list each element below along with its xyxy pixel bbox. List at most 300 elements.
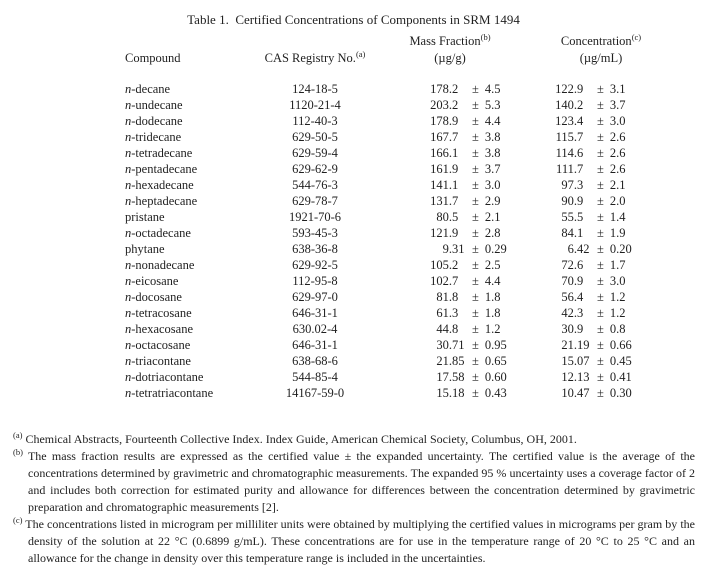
value-integer: 55. [561,210,577,224]
value-fraction: 3 [577,178,584,192]
value-integer: 166. [430,146,452,160]
plus-minus-sign: ± [597,290,604,304]
value-fraction: 9 [577,274,584,288]
uncertainty-fraction: 41 [619,370,632,384]
uncertainty-integer: 1. [609,290,620,304]
table-row [125,242,677,258]
concentration-value [525,258,677,274]
concentration-value [525,290,677,306]
compound-prefix: n [125,338,132,352]
plus-minus-sign: ± [597,178,604,192]
uncertainty-integer: 3. [484,162,495,176]
footnote-a: $^{(a)}$ Chemical Abstracts, Fourteenth Collective Index. Index Guide, American Chemical Society, Columbus, OH, 2001. [13,430,577,446]
value-integer: 70. [561,274,577,288]
uncertainty-fraction: 9 [619,226,626,240]
concentration-value [525,274,677,290]
value-fraction: 19 [577,338,590,352]
table-row [125,130,677,146]
mass-fraction-value [375,114,525,130]
compound-name: n-eicosane [125,274,179,288]
value-integer: 15. [436,386,452,400]
value-fraction: 58 [452,370,465,384]
table-row [125,386,677,402]
table-row [125,114,677,130]
value-integer: 123. [555,114,577,128]
uncertainty-integer: 1. [609,226,620,240]
footnote-marker: (c) [13,515,23,525]
compound-name: n-triacontane [125,354,191,368]
plus-minus-sign: ± [597,210,604,224]
plus-minus-sign: ± [472,98,479,112]
plus-minus-sign: ± [597,82,604,96]
table-row [125,98,677,114]
uncertainty-fraction: 1 [619,178,626,192]
cas-number: 544-85-4 [292,370,338,384]
value-fraction: 3 [452,306,459,320]
uncertainty-fraction: 5 [494,258,501,272]
compound-prefix: n [125,194,132,208]
compound-name: n-tetradecane [125,146,193,160]
value-fraction: 47 [577,386,590,400]
value-integer: 111. [556,162,577,176]
mass-fraction-value [375,370,525,386]
concentration-footnote-ref: (c) [631,31,642,42]
value-integer: 44. [436,322,452,336]
uncertainty-fraction: 7 [619,98,626,112]
value-fraction: 7 [452,274,459,288]
table-row [125,178,677,194]
value-integer: 97. [561,178,577,192]
value-fraction: 6 [577,258,584,272]
uncertainty-integer: 2. [609,178,620,192]
compound-name: pristane [125,210,165,224]
concentration-label: Concentration [560,34,632,48]
uncertainty-fraction: 0 [494,178,501,192]
value-fraction: 4 [577,114,584,128]
concentration-value [525,162,677,178]
header-gap-cell [125,68,677,82]
cas-number: 629-97-0 [292,290,338,304]
value-integer: 56. [561,290,577,304]
plus-minus-sign: ± [597,258,604,272]
cas-number: 629-78-7 [292,194,338,208]
value-fraction: 7 [452,130,459,144]
footnote-c: $^{(c)}$ The concentrations listed in microgram per milliliter units were obtained by multiplying the certified values in micrograms per gram by the density of the solution at 22 °C (0.6899 g/mL). These concentrations are for use in the temperature range of 20 °C to 25 °C and an allowance for the change in density over this temperature range is included in the uncertainties. [13,515,695,565]
uncertainty-integer: 1. [609,258,620,272]
value-fraction: 9 [452,114,459,128]
table-row [125,82,677,98]
value-fraction: 5 [577,210,584,224]
compound-prefix: n [125,354,132,368]
header-row-labels [125,34,677,51]
concentration-value [525,226,677,242]
plus-minus-sign: ± [472,322,479,336]
compound-prefix: n [125,370,132,384]
table-header [125,31,677,82]
plus-minus-sign: ± [472,354,479,368]
value-fraction: 9 [577,322,584,336]
col-header-compound: Compound [125,51,181,65]
mass-fraction-value [375,386,525,402]
value-fraction: 1 [452,146,459,160]
col-header-conc-unit: (µg/mL) [579,51,623,65]
compound-name: n-nonadecane [125,258,195,272]
table-row [125,306,677,322]
uncertainty-fraction: 3 [494,98,501,112]
plus-minus-sign: ± [472,242,479,256]
plus-minus-sign: ± [472,130,479,144]
table-row [125,210,677,226]
table-row [125,370,677,386]
compound-prefix: n [125,386,132,400]
mass-fraction-value [375,210,525,226]
compound-prefix: n [125,274,132,288]
compound-name: n-decane [125,82,171,96]
uncertainty-fraction: 6 [619,162,626,176]
mass-fraction-value [375,162,525,178]
concentration-value [525,322,677,338]
plus-minus-sign: ± [597,354,604,368]
uncertainty-fraction: 2 [619,290,626,304]
plus-minus-sign: ± [472,258,479,272]
compound-name: n-dodecane [125,114,183,128]
plus-minus-sign: ± [472,162,479,176]
uncertainty-integer: 3. [609,114,620,128]
compound-prefix: n [125,306,132,320]
concentration-value [525,242,677,258]
value-fraction: 7 [577,162,584,176]
cas-number: 646-31-1 [292,306,338,320]
uncertainty-fraction: 4 [494,114,501,128]
uncertainty-fraction: 60 [494,370,507,384]
table-title: Table 1. Certified Concentrations of Components in SRM 1494 [187,12,520,27]
uncertainty-integer: 2. [609,162,620,176]
plus-minus-sign: ± [597,386,604,400]
uncertainty-fraction: 43 [494,386,507,400]
uncertainty-integer: 3. [484,146,495,160]
concentration-value [525,354,677,370]
plus-minus-sign: ± [597,370,604,384]
table-row [125,194,677,210]
uncertainty-integer: 2. [484,194,495,208]
mass-fraction-value [375,178,525,194]
cas-number: 629-62-9 [292,162,338,176]
compound-name: n-undecane [125,98,183,112]
cas-number: 544-76-3 [292,178,338,192]
mass-fraction-value [375,242,525,258]
uncertainty-fraction: 7 [494,162,501,176]
uncertainty-integer: 0. [609,242,620,256]
table-row [125,258,677,274]
uncertainty-fraction: 66 [619,338,632,352]
plus-minus-sign: ± [472,82,479,96]
value-fraction: 18 [452,386,465,400]
uncertainty-fraction: 30 [619,386,632,400]
cas-number: 646-31-1 [292,338,338,352]
compound-name: n-octadecane [125,226,191,240]
plus-minus-sign: ± [472,146,479,160]
value-fraction: 8 [452,290,459,304]
plus-minus-sign: ± [472,370,479,384]
value-fraction: 7 [452,194,459,208]
cas-number: 1120-21-4 [289,98,341,112]
value-integer: 121. [430,226,452,240]
value-fraction: 07 [577,354,590,368]
uncertainty-integer: 2. [484,258,495,272]
value-integer: 17. [436,370,452,384]
uncertainty-integer: 3. [609,82,620,96]
value-integer: 178. [430,82,452,96]
value-integer: 115. [555,130,577,144]
concentration-value [525,178,677,194]
uncertainty-integer: 1. [484,306,495,320]
mass-fraction-value [375,146,525,162]
compound-prefix: n [125,290,132,304]
uncertainty-integer: 5. [484,98,495,112]
value-integer: 90. [561,194,577,208]
value-integer: 15. [561,354,577,368]
certified-concentrations-table [125,31,677,402]
plus-minus-sign: ± [597,194,604,208]
uncertainty-fraction: 0 [619,114,626,128]
value-integer: 114. [555,146,577,160]
compound-name: n-tetratriacontane [125,386,214,400]
concentration-value [525,98,677,114]
concentration-value [525,130,677,146]
mass-fraction-value [375,258,525,274]
value-integer: 61. [436,306,452,320]
value-integer: 203. [430,98,452,112]
plus-minus-sign: ± [597,306,604,320]
value-integer: 81. [436,290,452,304]
cas-footnote-ref: (a) [355,48,366,59]
uncertainty-integer: 0. [609,322,620,336]
value-fraction: 85 [452,354,465,368]
uncertainty-fraction: 6 [619,146,626,160]
value-integer: 84. [561,226,577,240]
compound-prefix: n [125,178,132,192]
uncertainty-fraction: 8 [494,290,501,304]
table-row [125,162,677,178]
plus-minus-sign: ± [472,338,479,352]
compound-name: n-tridecane [125,130,182,144]
footnotes-section [13,431,695,567]
concentration-value [525,210,677,226]
value-fraction: 9 [577,82,584,96]
table-row [125,322,677,338]
value-fraction: 71 [452,338,465,352]
uncertainty-fraction: 8 [619,322,626,336]
uncertainty-integer: 3. [609,274,620,288]
plus-minus-sign: ± [597,130,604,144]
uncertainty-integer: 1. [484,322,495,336]
value-integer: 140. [555,98,577,112]
plus-minus-sign: ± [597,146,604,160]
compound-prefix: n [125,162,132,176]
compound-name: n-dotriacontane [125,370,204,384]
uncertainty-integer: 0. [609,386,620,400]
plus-minus-sign: ± [472,306,479,320]
footnote-b: $^{(b)}$ The mass fraction results are expressed as the certified value ± the expanded uncertainty. The certified value is the average of the concentrations determined by gravimetric and chromatographic measurements. The expanded 95 % uncertainty uses a coverage factor of 2 and includes both correction for estimated purity and allowance for differences between the concentration determined by gravimetric preparation and chromatographic measurements [2]. [13,447,695,514]
value-fraction: 5 [452,210,459,224]
mass-fraction-value [375,322,525,338]
cas-number: 1921-70-6 [288,210,342,224]
uncertainty-fraction: 45 [619,354,632,368]
cas-number: 630.02-4 [292,322,338,336]
uncertainty-integer: 4. [484,274,495,288]
value-fraction: 2 [452,258,459,272]
footnote-marker: (b) [13,447,23,457]
compound-prefix: n [125,98,132,112]
concentration-value [525,338,677,354]
compound-prefix: n [125,146,132,160]
uncertainty-fraction: 0 [619,274,626,288]
uncertainty-fraction: 0 [619,194,626,208]
uncertainty-integer: 4. [484,114,495,128]
value-integer: 21. [436,354,452,368]
uncertainty-fraction: 2 [619,306,626,320]
value-fraction: 13 [577,370,590,384]
compound-name: n-docosane [125,290,182,304]
cas-label: CAS Registry No. [264,51,356,65]
cas-number: 112-95-8 [292,274,338,288]
cas-number: 14167-59-0 [285,386,345,400]
mass-fraction-value [375,354,525,370]
uncertainty-fraction: 4 [494,274,501,288]
plus-minus-sign: ± [472,194,479,208]
compound-name: phytane [125,242,165,256]
col-header-concentration [525,31,677,51]
uncertainty-integer: 1. [609,306,620,320]
uncertainty-integer: 1. [484,290,495,304]
uncertainty-integer: 0. [484,370,495,384]
compound-name: n-hexacosane [125,322,194,336]
compound-prefix: n [125,226,132,240]
uncertainty-integer: 0. [484,354,495,368]
uncertainty-integer: 0. [484,242,495,256]
value-fraction: 42 [577,242,590,256]
plus-minus-sign: ± [472,226,479,240]
mass-fraction-value [375,82,525,98]
mass-fraction-label: Mass Fraction [409,34,481,48]
compound-name: n-heptadecane [125,194,198,208]
cas-number: 638-36-8 [292,242,338,256]
plus-minus-sign: ± [597,98,604,112]
plus-minus-sign: ± [472,274,479,288]
value-integer: 42. [561,306,577,320]
table-body [125,82,677,402]
table-row [125,338,677,354]
concentration-value [525,386,677,402]
cas-number: 629-92-5 [292,258,338,272]
header-spacer [125,34,255,51]
uncertainty-fraction: 8 [494,146,501,160]
header-gap [125,68,677,82]
uncertainty-integer: 1. [609,210,620,224]
value-integer: 105. [430,258,452,272]
compound-name: n-hexadecane [125,178,194,192]
cas-number: 593-45-3 [292,226,338,240]
plus-minus-sign: ± [472,290,479,304]
table-row [125,146,677,162]
col-header-cas [255,48,375,68]
value-integer: 21. [561,338,577,352]
plus-minus-sign: ± [597,322,604,336]
mass-fraction-value [375,226,525,242]
value-fraction: 3 [577,306,584,320]
plus-minus-sign: ± [597,162,604,176]
table-row [125,354,677,370]
uncertainty-integer: 4. [484,82,495,96]
header-row-units [125,51,677,68]
uncertainty-integer: 2. [609,194,620,208]
cas-number: 629-59-4 [292,146,338,160]
value-integer: 9. [442,242,452,256]
uncertainty-integer: 2. [609,130,620,144]
mass-fraction-value [375,194,525,210]
value-fraction: 9 [577,194,584,208]
uncertainty-fraction: 1 [619,82,626,96]
value-integer: 141. [430,178,452,192]
plus-minus-sign: ± [597,274,604,288]
concentration-value [525,370,677,386]
plus-minus-sign: ± [472,210,479,224]
value-fraction: 7 [577,130,584,144]
value-fraction: 1 [452,178,459,192]
plus-minus-sign: ± [472,386,479,400]
uncertainty-integer: 0. [609,354,620,368]
uncertainty-integer: 3. [609,98,620,112]
concentration-value [525,82,677,98]
uncertainty-fraction: 1 [494,210,501,224]
value-fraction: 2 [452,82,459,96]
uncertainty-integer: 3. [484,130,495,144]
value-integer: 30. [436,338,452,352]
value-integer: 10. [561,386,577,400]
compound-prefix: n [125,258,132,272]
uncertainty-fraction: 8 [494,130,501,144]
uncertainty-fraction: 29 [494,242,507,256]
value-integer: 12. [561,370,577,384]
cas-number: 124-18-5 [292,82,338,96]
compound-prefix: n [125,322,132,336]
uncertainty-integer: 0. [484,386,495,400]
compound-name: n-tetracosane [125,306,192,320]
cas-number: 112-40-3 [292,114,338,128]
compound-prefix: n [125,130,132,144]
value-integer: 131. [430,194,452,208]
value-integer: 72. [561,258,577,272]
value-integer: 30. [561,322,577,336]
uncertainty-integer: 2. [484,210,495,224]
value-fraction: 9 [452,162,459,176]
uncertainty-fraction: 2 [494,322,501,336]
compound-name: n-pentadecane [125,162,198,176]
mass-fraction-value [375,290,525,306]
plus-minus-sign: ± [472,114,479,128]
uncertainty-integer: 2. [484,226,495,240]
concentration-value [525,114,677,130]
uncertainty-fraction: 8 [494,306,501,320]
uncertainty-fraction: 5 [494,82,501,96]
mass-fraction-value [375,130,525,146]
value-fraction: 6 [577,146,584,160]
table-row [125,274,677,290]
concentration-value [525,306,677,322]
uncertainty-fraction: 4 [619,210,626,224]
value-integer: 102. [430,274,452,288]
uncertainty-fraction: 8 [494,226,501,240]
